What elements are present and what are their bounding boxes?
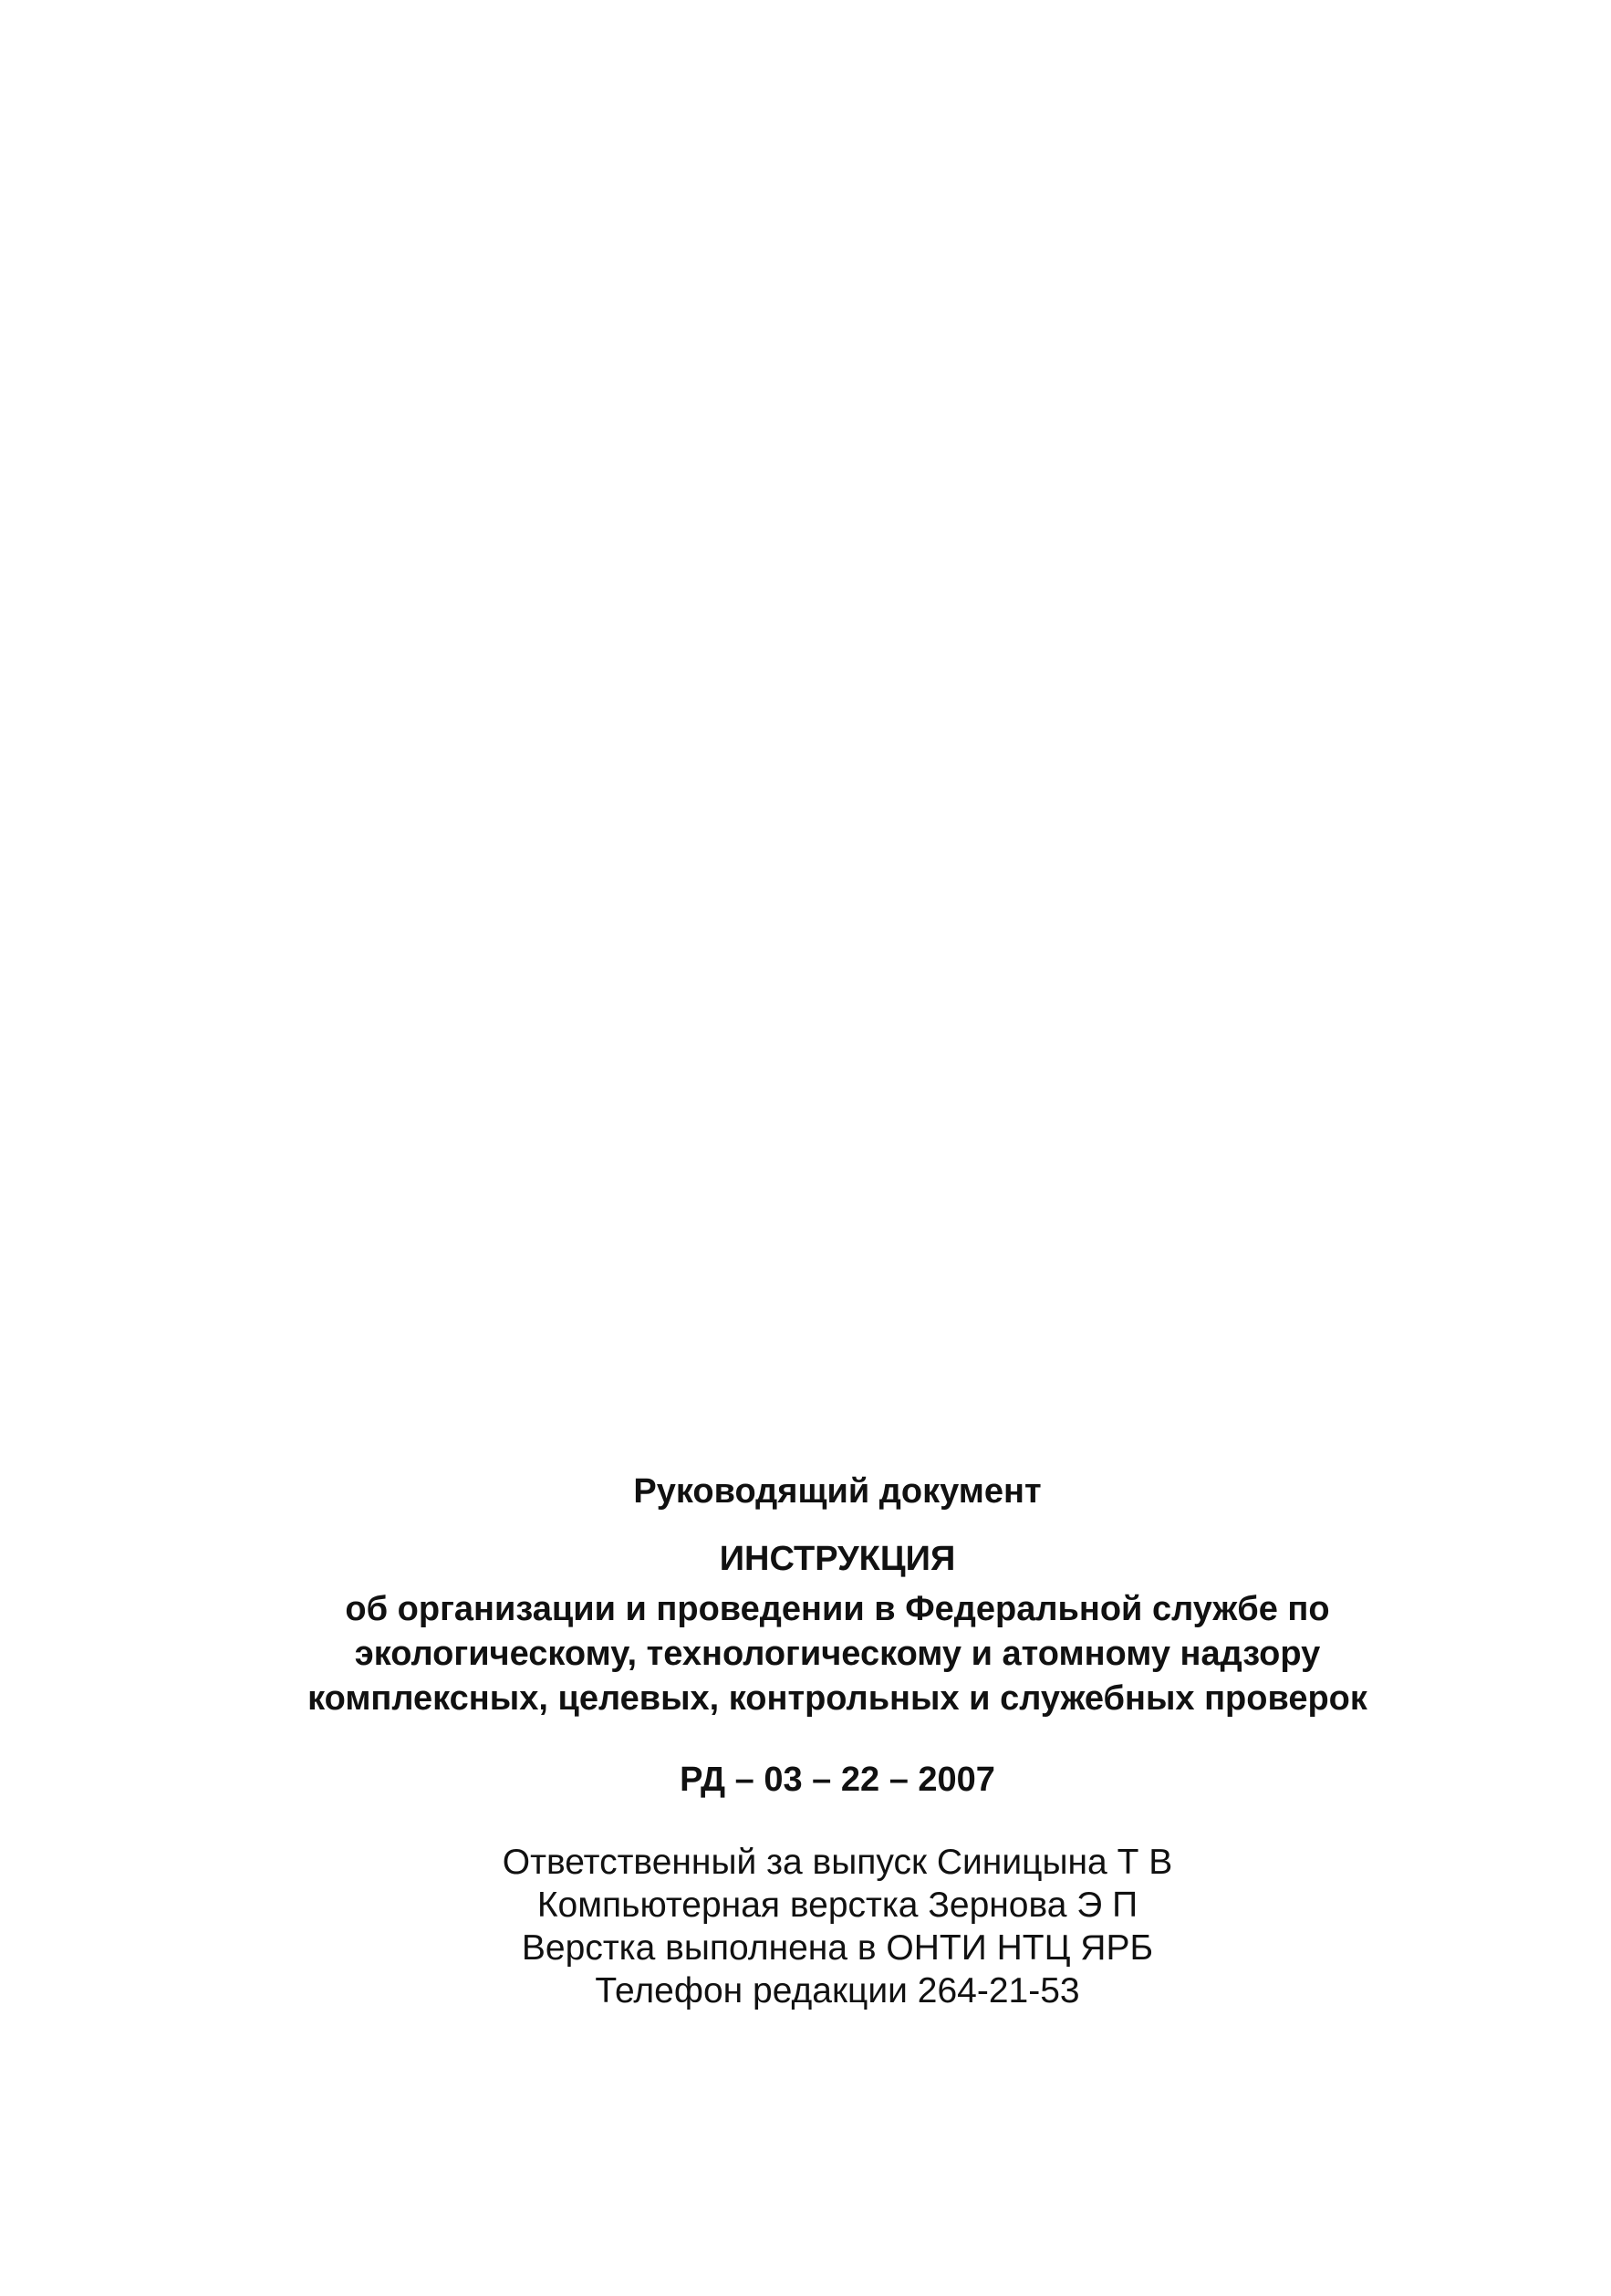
document-code: РД – 03 – 22 – 2007 [680, 1761, 995, 1799]
credit-line: Ответственный за выпуск Синицына Т В [502, 1843, 1173, 1882]
credit-line: Компьютерная верстка Зернова Э П [536, 1886, 1138, 1925]
credit-line: Телефон редакции 264-21-53 [595, 1971, 1080, 2010]
document-subtitle [258, 1587, 1417, 1721]
document-type-label: Руководящий документ [633, 1472, 1042, 1511]
imprint-credits [258, 1841, 1417, 2012]
subtitle-line: экологическому, технологическому и атомному надзору [354, 1635, 1321, 1673]
document-heading: ИНСТРУКЦИЯ [719, 1540, 956, 1578]
credit-line: Верстка выполнена в ОНТИ НТЦ ЯРБ [521, 1928, 1154, 1968]
subtitle-line: об организации и проведении в Федеральной службе по [345, 1590, 1330, 1628]
subtitle-line: комплексных, целевых, контрольных и служебных проверок [307, 1679, 1367, 1718]
